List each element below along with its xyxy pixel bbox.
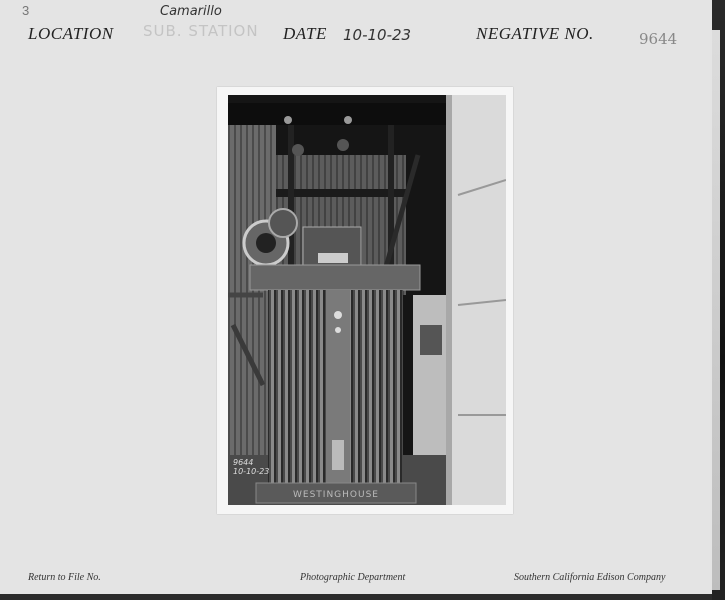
transformer-photo: [228, 95, 506, 505]
photo-note-date: 10-10-23: [233, 467, 270, 476]
photo-note-number: 9644: [233, 458, 254, 467]
corner-number: 3: [22, 3, 30, 18]
photo-mount: [217, 87, 513, 514]
footer-company: Southern California Edison Company: [514, 572, 666, 583]
date-value: 10-10-23: [343, 26, 412, 44]
transformer-illustration: [228, 95, 506, 505]
transformer-plate: WESTINGHOUSE: [293, 490, 379, 500]
location-stamp: SUB. STATION: [143, 22, 259, 40]
footer-department: Photographic Department: [300, 572, 406, 583]
location-label: LOCATION: [28, 24, 114, 43]
photo-handwritten-note: [233, 458, 269, 476]
location-handwritten: Camarillo: [160, 4, 222, 19]
card-edge: [712, 30, 720, 590]
scan-edge-right: [712, 0, 725, 600]
date-label: DATE: [283, 24, 327, 43]
negative-number: 9644: [639, 30, 678, 48]
footer-return-to-file: Return to File No.: [28, 572, 101, 583]
negative-label: NEGATIVE NO.: [476, 24, 594, 43]
scan-edge-bottom: [0, 594, 712, 600]
